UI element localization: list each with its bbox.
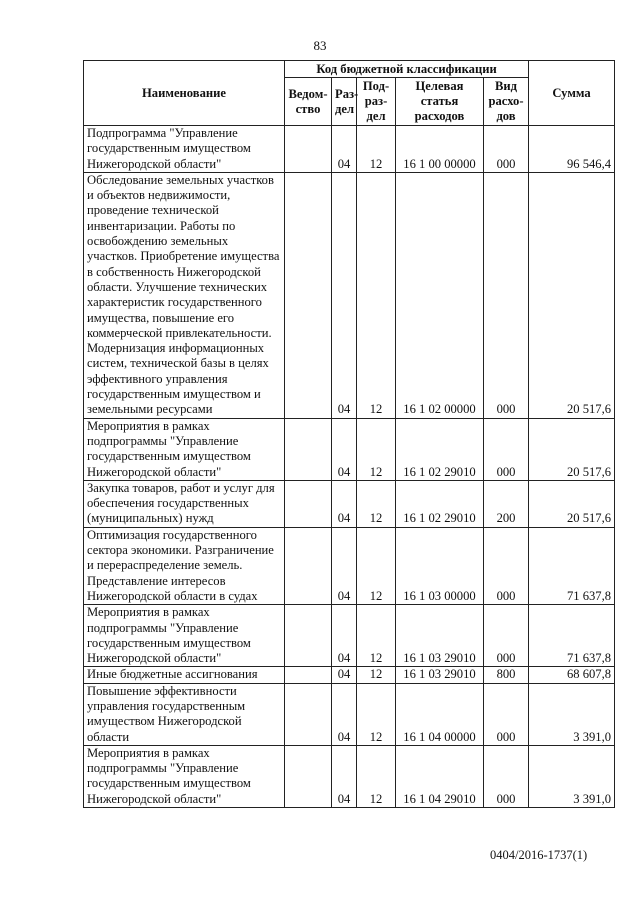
row-razdel: 04 — [332, 667, 357, 683]
table-row — [84, 683, 615, 745]
row-target: 16 1 02 29010 — [396, 418, 484, 480]
row-name: Мероприятия в рамках подпрограммы "Управление государственным имуществом Нижегородской области" — [84, 745, 285, 807]
row-razdel: 04 — [332, 172, 357, 418]
row-sum: 3 391,0 — [529, 683, 615, 745]
row-target: 16 1 02 29010 — [396, 480, 484, 527]
row-vedom — [285, 605, 332, 667]
row-podrazdel: 12 — [357, 527, 396, 604]
row-sum: 20 517,6 — [529, 418, 615, 480]
table-body — [84, 126, 615, 808]
row-name: Мероприятия в рамках подпрограммы "Управление государственным имуществом Нижегородской области" — [84, 418, 285, 480]
row-sum: 20 517,6 — [529, 480, 615, 527]
row-target: 16 1 04 29010 — [396, 745, 484, 807]
row-podrazdel: 12 — [357, 126, 396, 173]
table-row — [84, 480, 615, 527]
header-podrazdel-text: Под-раз-дел — [362, 79, 390, 123]
row-target: 16 1 03 29010 — [396, 667, 484, 683]
document-code: 0404/2016-1737(1) — [490, 848, 588, 862]
row-podrazdel: 12 — [357, 480, 396, 527]
row-razdel: 04 — [332, 418, 357, 480]
row-sum: 68 607,8 — [529, 667, 615, 683]
table-row — [84, 667, 615, 683]
row-vid: 800 — [484, 667, 529, 683]
row-podrazdel: 12 — [357, 605, 396, 667]
row-target: 16 1 04 00000 — [396, 683, 484, 745]
table-row — [84, 172, 615, 418]
row-razdel: 04 — [332, 745, 357, 807]
row-name: Подпрограмма "Управление государственным имуществом Нижегородской области" — [84, 126, 285, 173]
row-razdel: 04 — [332, 683, 357, 745]
row-sum: 20 517,6 — [529, 172, 615, 418]
header-target-text: Целевая статья расходов — [414, 79, 465, 123]
row-target: 16 1 02 00000 — [396, 172, 484, 418]
row-name: Оптимизация государственного сектора экономики. Разграничение и перераспределение земель. Представление интересов Нижегородской области в судах — [84, 527, 285, 604]
header-code-group: Код бюджетной классификации — [285, 61, 529, 78]
table-row — [84, 126, 615, 173]
row-vid: 000 — [484, 745, 529, 807]
row-sum: 71 637,8 — [529, 527, 615, 604]
row-target: 16 1 03 29010 — [396, 605, 484, 667]
header-name: Наименование — [84, 61, 285, 126]
header-razdel — [332, 78, 357, 126]
header-vid — [484, 78, 529, 126]
header-vid-text: Вид расхо-дов — [488, 79, 524, 123]
row-sum: 3 391,0 — [529, 745, 615, 807]
row-sum: 96 546,4 — [529, 126, 615, 173]
table-row — [84, 527, 615, 604]
row-podrazdel: 12 — [357, 683, 396, 745]
page-number: 83 — [313, 38, 327, 53]
row-target: 16 1 03 00000 — [396, 527, 484, 604]
row-name: Иные бюджетные ассигнования — [84, 667, 285, 683]
row-vedom — [285, 172, 332, 418]
table-row — [84, 605, 615, 667]
header-target — [396, 78, 484, 126]
row-vedom — [285, 667, 332, 683]
row-podrazdel: 12 — [357, 745, 396, 807]
row-podrazdel: 12 — [357, 172, 396, 418]
row-target: 16 1 00 00000 — [396, 126, 484, 173]
row-razdel: 04 — [332, 480, 357, 527]
row-razdel: 04 — [332, 527, 357, 604]
table-row — [84, 745, 615, 807]
row-name: Закупка товаров, работ и услуг для обеспечения государственных (муниципальных) нужд — [84, 480, 285, 527]
header-vedom-text: Ведом-ство — [288, 86, 328, 116]
row-name: Мероприятия в рамках подпрограммы "Управление государственным имуществом Нижегородской области" — [84, 605, 285, 667]
row-podrazdel: 12 — [357, 667, 396, 683]
row-razdel: 04 — [332, 126, 357, 173]
header-razdel-text: Раз-дел — [335, 86, 359, 116]
row-vid: 000 — [484, 418, 529, 480]
row-name: Повышение эффективности управления государственным имуществом Нижегородской области — [84, 683, 285, 745]
row-vedom — [285, 745, 332, 807]
row-vedom — [285, 527, 332, 604]
row-vid: 000 — [484, 683, 529, 745]
row-sum: 71 637,8 — [529, 605, 615, 667]
header-podrazdel — [357, 78, 396, 126]
row-vedom — [285, 683, 332, 745]
table-header — [84, 61, 615, 126]
row-podrazdel: 12 — [357, 418, 396, 480]
row-vid: 200 — [484, 480, 529, 527]
row-vedom — [285, 126, 332, 173]
row-vid: 000 — [484, 126, 529, 173]
row-name: Обследование земельных участков и объектов недвижимости, проведение технической инвентаризации. Работы по освобождению земельных участков. Приобретение имущества в собственность Нижегородской области. Улучшение технических характеристик государственного имущества, повышение его коммерческой привлекательности. Модернизация информационных систем, технической базы в целях эффективного управления государственным имуществом и земельными ресурсами — [84, 172, 285, 418]
header-vedom — [285, 78, 332, 126]
table-row — [84, 418, 615, 480]
row-vid: 000 — [484, 605, 529, 667]
row-razdel: 04 — [332, 605, 357, 667]
row-vid: 000 — [484, 172, 529, 418]
budget-table — [83, 60, 615, 808]
header-sum: Сумма — [529, 61, 615, 126]
row-vid: 000 — [484, 527, 529, 604]
row-vedom — [285, 418, 332, 480]
row-vedom — [285, 480, 332, 527]
